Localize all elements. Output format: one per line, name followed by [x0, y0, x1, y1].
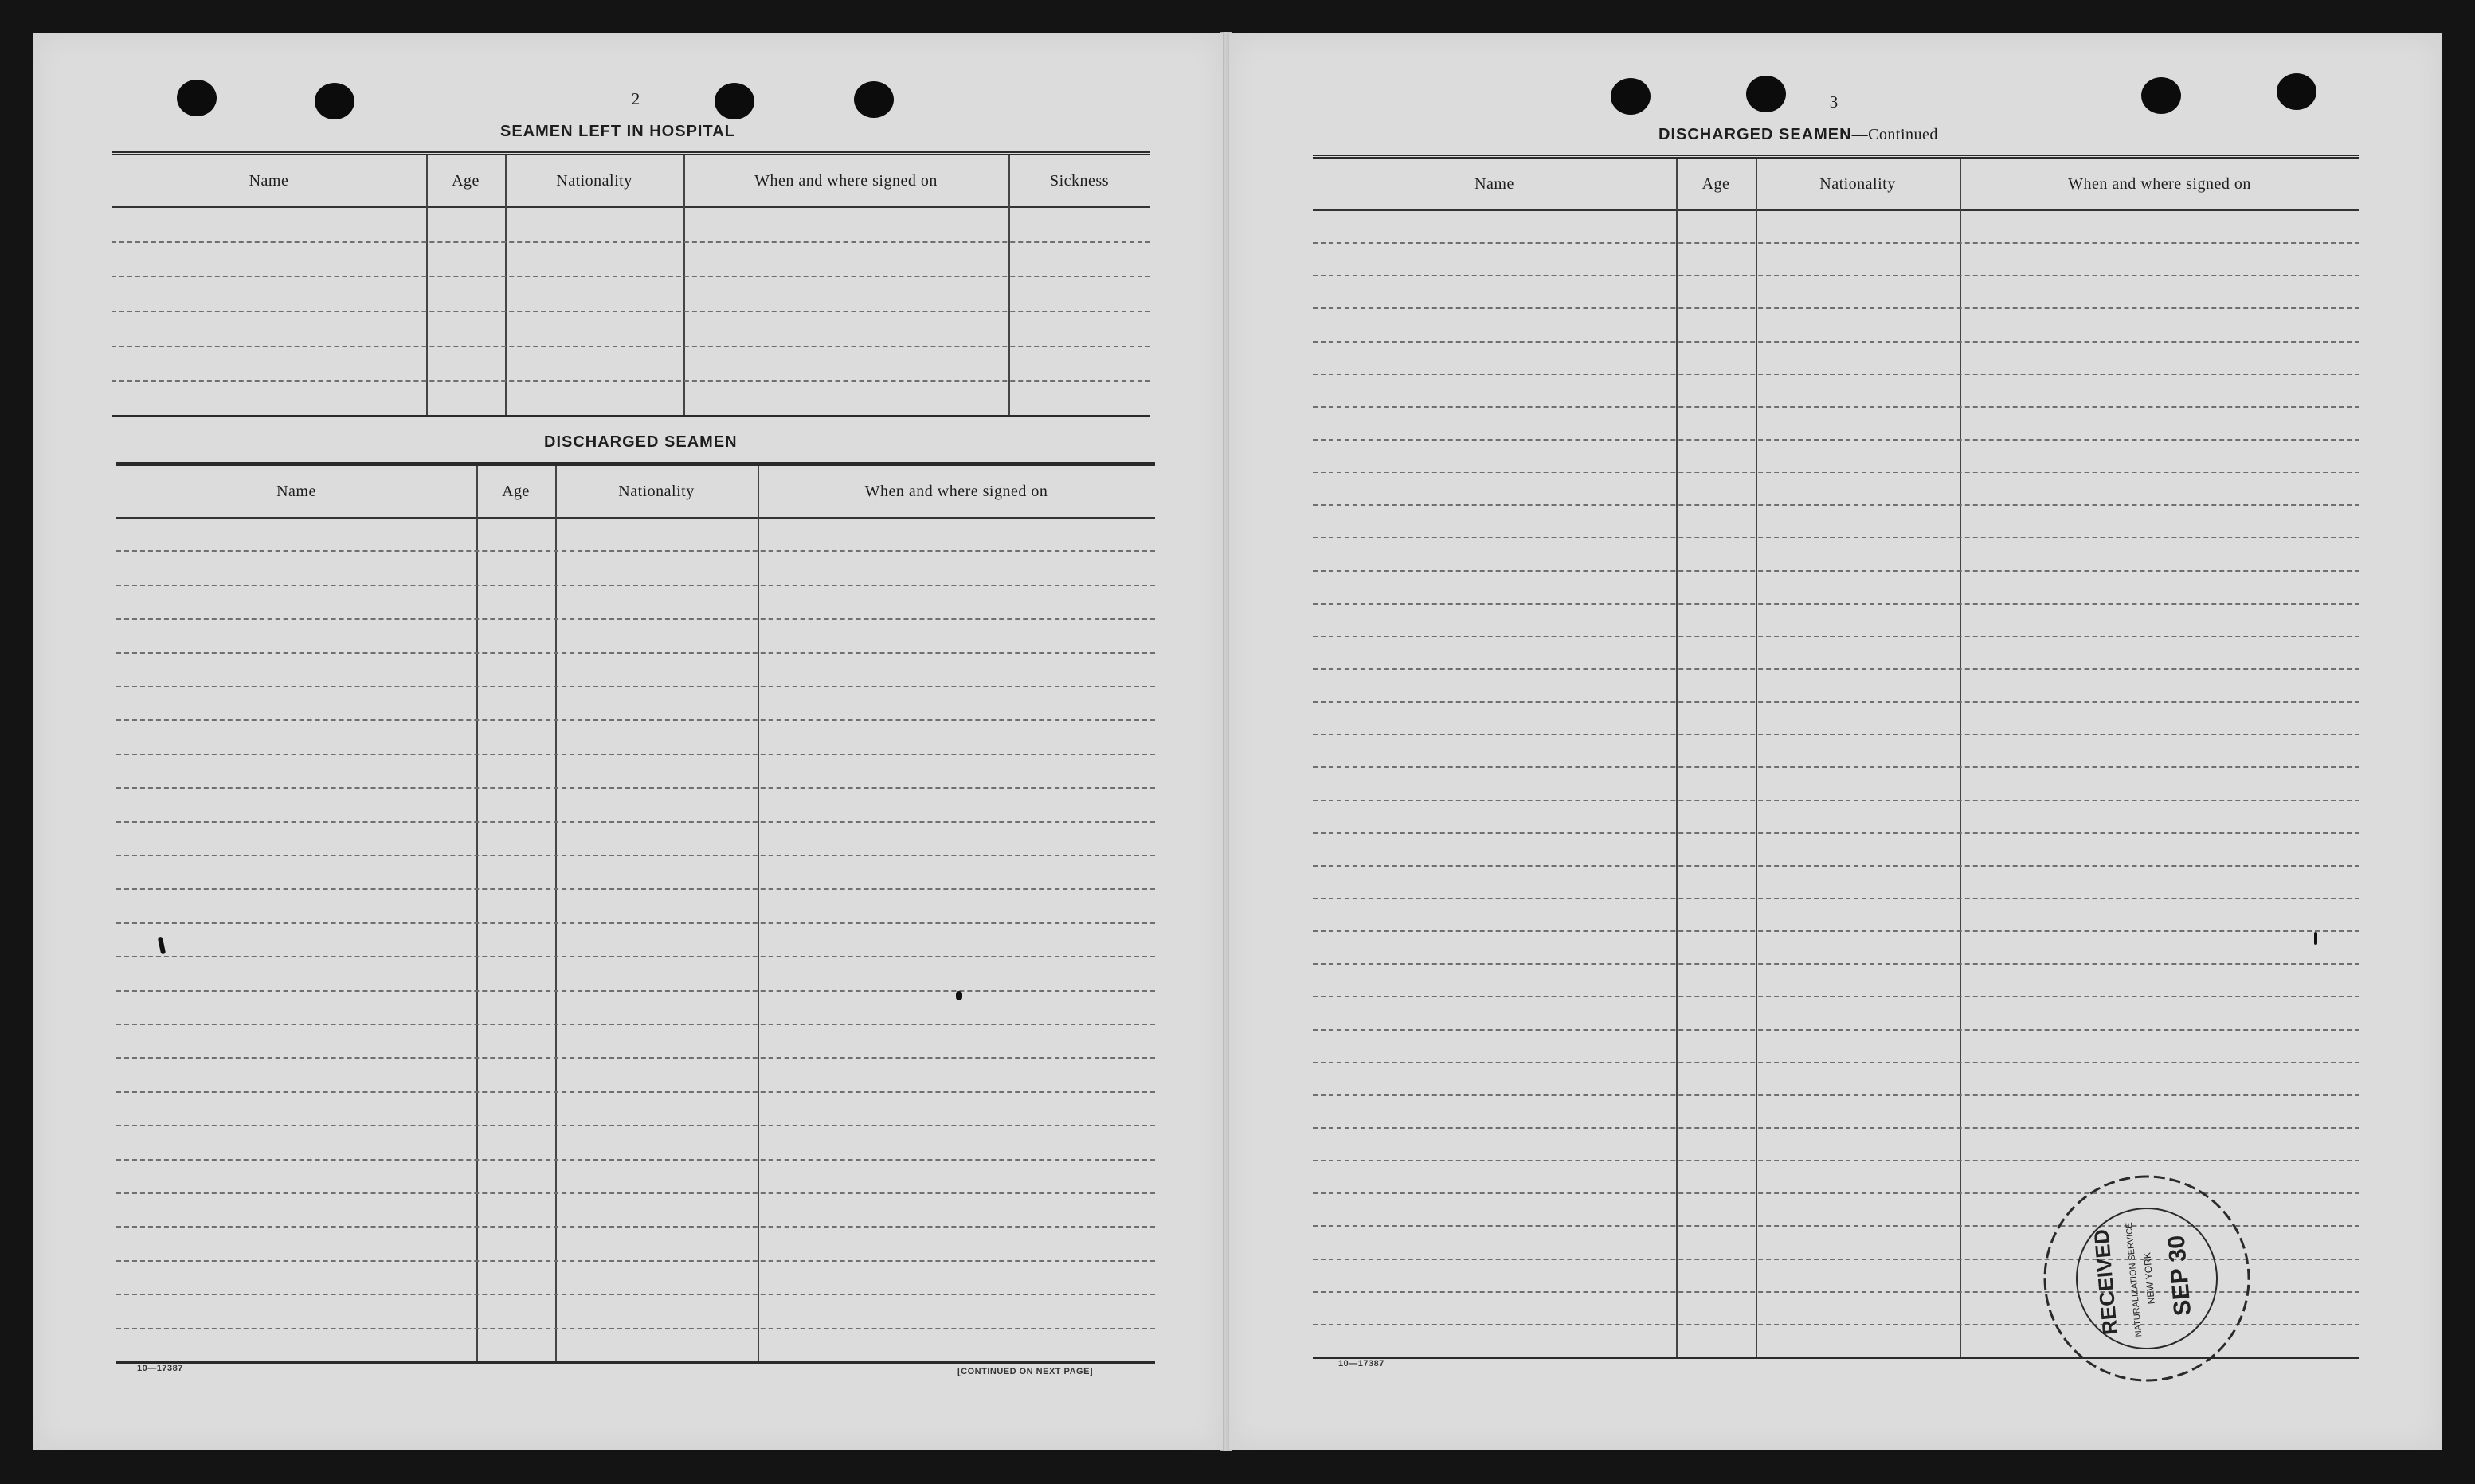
table-row: [1313, 1094, 2359, 1096]
table-row: [116, 618, 1155, 620]
stamp-line-city: NEW YORK: [2141, 1251, 2157, 1305]
column-header-age: Age: [452, 171, 480, 190]
table-row: [1313, 307, 2359, 309]
table-row: [1313, 996, 2359, 997]
table-row: [1313, 930, 2359, 932]
punch-hole: [1746, 76, 1786, 112]
ink-speck: [2314, 932, 2317, 945]
column-header-name: Name: [1474, 174, 1514, 193]
table-row: [1313, 963, 2359, 965]
table-row: [116, 855, 1155, 856]
column-header-age: Age: [502, 482, 530, 500]
table-row: [1313, 636, 2359, 637]
table-row: [1313, 603, 2359, 605]
stamp-date: SEP 30: [2163, 1234, 2197, 1318]
table-row: [116, 787, 1155, 789]
discharged-continued-title: [1658, 126, 1938, 144]
table-row: [1313, 800, 2359, 801]
punch-hole: [315, 83, 354, 119]
table-row: [116, 652, 1155, 654]
discharged-continued-title-main: DISCHARGED SEAMEN: [1658, 126, 1852, 143]
table-row: [116, 1294, 1155, 1295]
table-row: [1313, 1062, 2359, 1063]
column-header-signed-on: When and where signed on: [754, 171, 938, 190]
table-row: [116, 956, 1155, 957]
stamp-line-received: RECEIVED: [2089, 1228, 2122, 1337]
table-row: [116, 754, 1155, 755]
column-header-nationality: Nationality: [556, 171, 632, 190]
column-divider: [1756, 159, 1757, 1357]
table-row: [1313, 1127, 2359, 1129]
punch-hole: [177, 80, 217, 116]
column-header-sickness: Sickness: [1050, 171, 1109, 190]
table-row: [116, 1057, 1155, 1059]
table-row: [1313, 341, 2359, 343]
hospital-section-title: SEAMEN LEFT IN HOSPITAL: [500, 123, 735, 140]
table-header: [112, 155, 1150, 208]
table-row: [116, 990, 1155, 992]
table-row: [1313, 1029, 2359, 1031]
table-row: [1313, 439, 2359, 441]
table-row: [112, 346, 1150, 347]
table-row: [116, 1091, 1155, 1093]
column-divider: [426, 155, 428, 415]
table-row: [116, 686, 1155, 687]
table-row: [1313, 766, 2359, 768]
punch-hole: [715, 83, 754, 119]
table-row: [1313, 504, 2359, 506]
table-row: [116, 1192, 1155, 1194]
table-row: [116, 1260, 1155, 1262]
table-row: [1313, 472, 2359, 473]
column-header-name: Name: [276, 482, 316, 500]
column-divider: [1960, 159, 1961, 1357]
column-header-signed-on: When and where signed on: [864, 482, 1048, 500]
table-row: [1313, 537, 2359, 538]
table-row: [116, 585, 1155, 586]
table-row: [116, 821, 1155, 823]
punch-hole: [2141, 77, 2181, 114]
table-row: [1313, 832, 2359, 834]
discharged-section-title: DISCHARGED SEAMEN: [544, 433, 738, 451]
page-number-left: 2: [631, 89, 640, 108]
table-row: [116, 888, 1155, 890]
table-row: [112, 380, 1150, 382]
table-header: [1313, 159, 2359, 211]
table-row: [116, 1024, 1155, 1025]
page-number-right: 3: [1829, 92, 1839, 112]
table-row: [112, 311, 1150, 312]
punch-hole: [2277, 73, 2316, 110]
ink-speck: [956, 991, 962, 1000]
column-header-name: Name: [249, 171, 289, 190]
continued-note: [CONTINUED ON NEXT PAGE]: [957, 1367, 1094, 1376]
table-row: [116, 1159, 1155, 1161]
table-row: [116, 550, 1155, 552]
column-header-signed-on: When and where signed on: [2068, 174, 2251, 193]
form-number-left: 10—17387: [137, 1364, 183, 1373]
punch-hole: [854, 81, 894, 118]
stamp-line-service: NATURALIZATION SERVICE: [2124, 1222, 2144, 1337]
table-header: [116, 466, 1155, 519]
table-row: [1313, 898, 2359, 899]
column-divider: [1676, 159, 1678, 1357]
discharged-table: [116, 462, 1155, 1364]
table-row: [1313, 734, 2359, 735]
table-row: [1313, 865, 2359, 867]
table-row: [1313, 275, 2359, 276]
table-row: [1313, 701, 2359, 703]
table-row: [116, 1328, 1155, 1329]
column-header-nationality: Nationality: [618, 482, 695, 500]
table-row: [1313, 242, 2359, 244]
hospital-table: [112, 151, 1150, 417]
table-row: [1313, 570, 2359, 572]
form-number-right: 10—17387: [1338, 1359, 1384, 1368]
continued-suffix: —Continued: [1851, 126, 1938, 143]
table-row: [1313, 374, 2359, 375]
table-row: [1313, 406, 2359, 408]
table-row: [1313, 1160, 2359, 1161]
table-row: [1313, 668, 2359, 670]
table-row: [112, 241, 1150, 243]
table-row: [116, 1125, 1155, 1126]
column-header-nationality: Nationality: [1819, 174, 1896, 193]
punch-hole: [1611, 78, 1651, 115]
column-header-age: Age: [1702, 174, 1730, 193]
table-row: [116, 1226, 1155, 1228]
received-stamp: [2031, 1162, 2264, 1396]
column-divider: [683, 155, 685, 415]
column-divider: [505, 155, 507, 415]
table-row: [116, 922, 1155, 924]
table-row: [112, 276, 1150, 277]
column-divider: [1008, 155, 1010, 415]
table-row: [116, 719, 1155, 721]
